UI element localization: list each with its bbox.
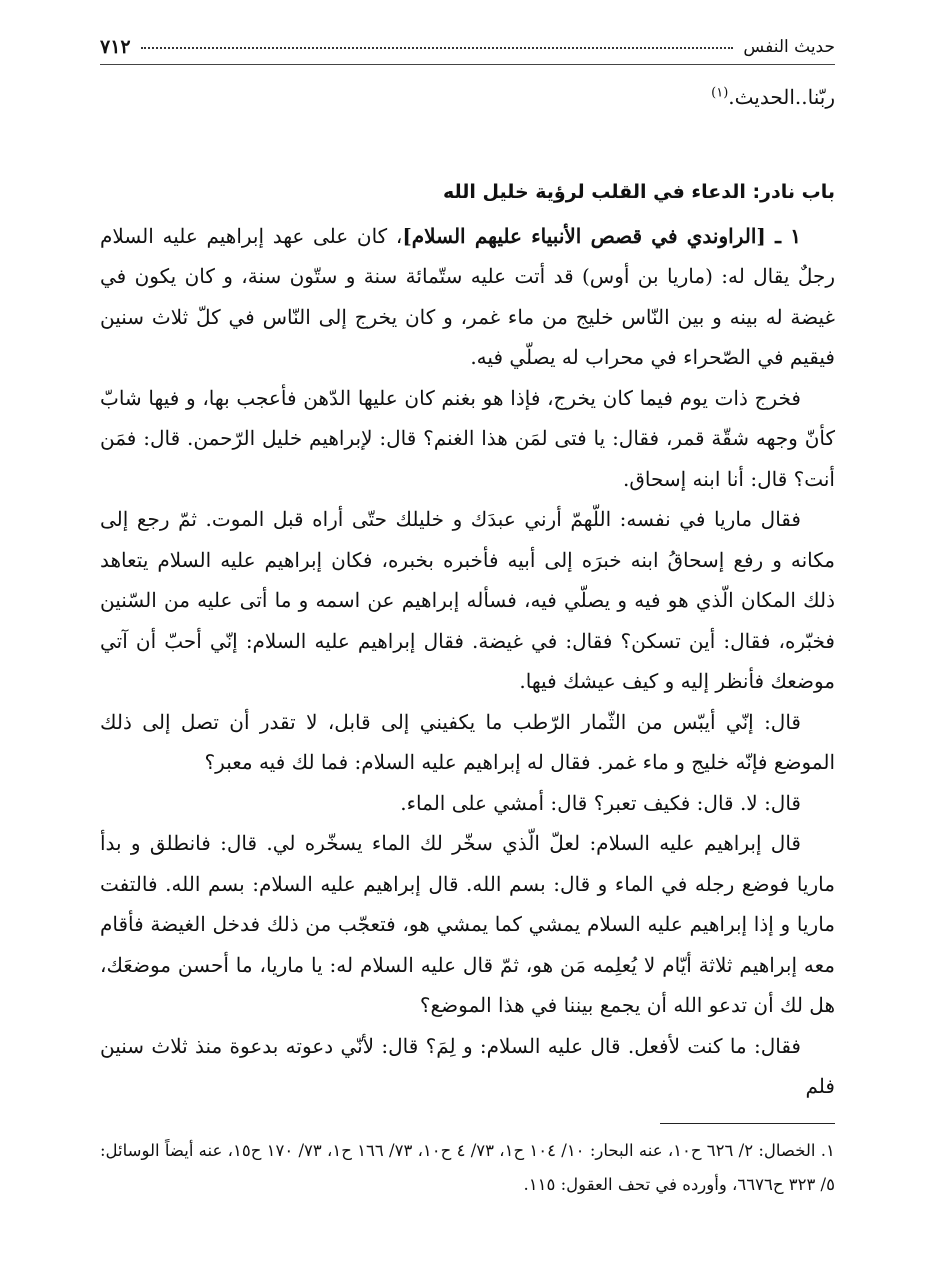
paragraph-3: فقال ماريا في نفسه: اللّهمّ أرني عبدَك و خليلك حتّى أراه قبل الموت. ثمّ رجع إلى مكانه و رفع إسحاقُ ابنه خبرَه إلى أبيه فأخبره بخبره، فكان إبراهيم عليه السلام يتعاهد ذلك المكان الّذي هو فيه و يصلّي فيه، فسأله إبراهيم عن اسمه و ما أتى عليه من السّنين فخبّره، فقال: أين تسكن؟ فقال: في غيضة. فقال إبراهيم عليه السلام: إنّي أحبّ أن آتي موضعك فأنظر إليه و كيف عيشك فيها. xyxy=(100,507,836,693)
paragraph-7: فقال: ما كنت لأفعل. قال عليه السلام: و لِمَ؟ قال: لأنّي دعوته بدعوة منذ ثلاث سنين فلم xyxy=(100,1033,835,1098)
dotted-leader xyxy=(141,46,734,49)
footnote-separator xyxy=(660,1123,835,1124)
paragraph-2: فخرج ذات يوم فيما كان يخرج، فإذا هو بغنم كان عليها الدّهن فأعجب بها، و فيها شابّ كأنّ وجهه شقّة قمر، فقال: يا فتى لمَن هذا الغنم؟ قال: لإبراهيم خليل الرّحمن. قال: فمَن أنت؟ قال: أنا ابنه إسحاق. xyxy=(100,385,835,491)
book-page xyxy=(100,30,835,1240)
paragraph-6: قال إبراهيم عليه السلام: لعلّ الّذي سخّر لك الماء يسخّره لي. قال: فانطلق و بدأ ماريا فوضع رجله في الماء و قال: بسم الله. قال إبراهيم عليه السلام: بسم الله. فالتفت ماريا و إذا إبراهيم عليه السلام يمشي كما يمشي هو، فتعجّب من ذلك فدخل الغيضة فأقام معه إبراهيم ثلاثة أيّام لا يُعلِمه مَن هو، ثمّ قال عليه السلام له: يا ماريا، ما أحسن موضعَك، هل لك أن تدعو الله أن يجمع بيننا في هذا الموضع؟ xyxy=(100,831,835,1017)
footnote: ١. الخصال: ٢/ ٦٢٦ ح١٠، عنه البحار: ١٠/ ١٠٤ ح١، ٧٣/ ٤ ح١٠، ٧٣/ ١٦٦ ح١، ٧٣/ ١٧٠ ح١٥، عنه أيضاً الوسائل: ٥/ ٣٢٣ ح٦٦٧٦، وأورده في تحف العقول: ١١٥. xyxy=(100,1140,835,1194)
section-heading: باب نادر: الدعاء في القلب لرؤية خليل الله xyxy=(442,180,835,203)
hadith-source: ١ ـ [الراوندي في قصص الأنبياء عليهم السلام] xyxy=(402,223,801,248)
carryover-line xyxy=(100,77,835,118)
paragraph-text: ، كان على عهد إبراهيم عليه السلام رجلٌ يقال له: (ماريا بن أوس) قد أتت عليه ستّمائة سنة و ستّون سنة، و كان يكون في غيضة له بينه و بين النّاس خليج من ماء غمر، و كان يخرج إلى النّاس في كلّ ثلاث سنين فيقيم في الصّحراء في محراب له يصلّي فيه. xyxy=(100,223,835,369)
running-title: حديث النفس xyxy=(743,37,835,57)
paragraph-5: قال: لا. قال: فكيف تعبر؟ قال: أمشي على الماء. xyxy=(400,790,801,815)
running-header xyxy=(100,30,835,65)
paragraph-4: قال: إنّي أيبّس من الثّمار الرّطب ما يكفيني إلى قابل، لا تقدر أن تصل إلى ذلك الموضع فإنّه خليج و ماء غمر. فقال له إبراهيم عليه السلام: فما لك فيه معبر؟ xyxy=(100,709,835,774)
carryover-text: ربّنا..الحديث. xyxy=(728,85,835,109)
footnote-ref: (١) xyxy=(711,85,729,101)
paragraph-1 xyxy=(100,216,835,378)
page-number: ٧١٢ xyxy=(100,36,131,58)
